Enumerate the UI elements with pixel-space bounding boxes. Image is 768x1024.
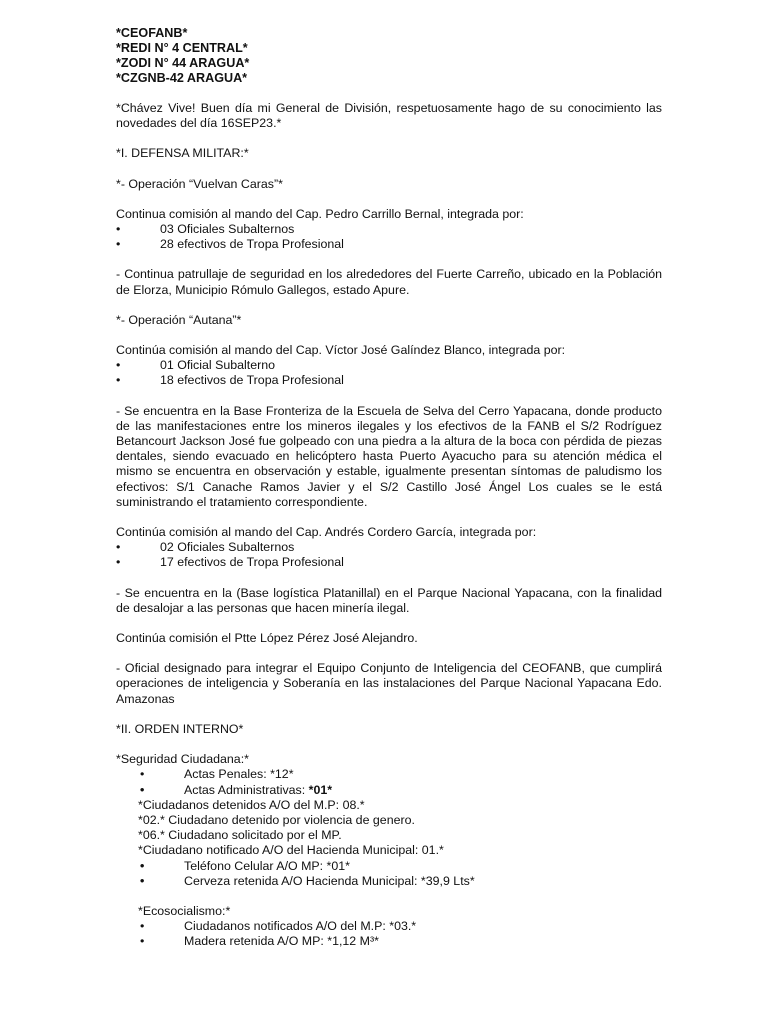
list-item: • 28 efectivos de Tropa Profesional: [116, 237, 344, 252]
stat-line: *Ciudadanos detenidos A/O del M.P: 08.*: [138, 797, 365, 812]
bullet-icon: •: [140, 934, 145, 949]
bullet-icon: •: [140, 767, 145, 782]
document-page: [116, 26, 662, 950]
list-item: • Madera retenida A/O MP: *1,12 M³*: [140, 934, 379, 949]
section-title: *I. DEFENSA MILITAR:*: [116, 146, 249, 161]
note-paragraph: - Oficial designado para integrar el Equipo Conjunto de Inteligencia del CEOFANB, que cumplirá operaciones de inteligencia y Soberanía en las instalaciones del Parque Nacional Yapacana Edo. Amazonas: [116, 661, 662, 706]
header-line: *ZODI N° 44 ARAGUA*: [116, 56, 250, 70]
bullet-icon: •: [140, 919, 145, 934]
stat-line: *Ciudadano notificado A/O del Hacienda Municipal: 01.*: [138, 843, 444, 858]
bullet-icon: •: [140, 873, 145, 888]
list-item: • 03 Oficiales Subalternos: [116, 222, 295, 237]
commission-lead: Continúa comisión al mando del Cap. Víctor José Galíndez Blanco, integrada por:: [116, 343, 566, 358]
list-item: • 02 Oficiales Subalternos: [116, 540, 295, 555]
commission-lead: Continua comisión al mando del Cap. Pedro Carrillo Bernal, integrada por:: [116, 206, 524, 221]
header-line: *REDI N° 4 CENTRAL*: [116, 41, 248, 55]
header-line: *CEOFANB*: [116, 26, 188, 40]
bullet-icon: •: [116, 373, 121, 388]
bullet-icon: •: [116, 358, 121, 373]
operation-title: *- Operación “Vuelvan Caras”*: [116, 176, 283, 191]
subsection-title: *Seguridad Ciudadana:*: [116, 752, 249, 767]
commission-lead: Continúa comisión al mando del Cap. Andrés Cordero García, integrada por:: [116, 525, 537, 540]
commission-lead: Continúa comisión el Ptte López Pérez José Alejandro.: [116, 631, 418, 646]
note-paragraph: - Se encuentra en la (Base logística Platanillal) en el Parque Nacional Yapacana, con la finalidad de desalojar a las personas que hacen minería ilegal.: [116, 585, 662, 615]
stat-line: *06.* Ciudadano solicitado por el MP.: [138, 828, 342, 843]
note-paragraph: - Se encuentra en la Base Fronteriza de la Escuela de Selva del Cerro Yapacana, donde producto de las manifestaciones entre los mineros ilegales y los efectivos de la FANB el S/2 Rodríguez Betancourt Jackson José fue golpeado con una piedra a la altura de la boca con pérdida de piezas dentales, siendo evacuado en helicóptero hasta Puerto Ayacucho para su atención médica el mismo se encuentra en observación y estable, igualmente presentan síntomas de paludismo los efectivos: S/1 Canache Ramos Javier y el S/2 Castillo José Ángel Los cuales se le está suministrando el tratamiento correspondiente.: [116, 403, 662, 509]
subsection-title: *Ecosocialismo:*: [138, 903, 231, 918]
bullet-icon: •: [116, 237, 121, 252]
list-item: • 17 efectivos de Tropa Profesional: [116, 555, 344, 570]
list-item: • Ciudadanos notificados A/O del M.P: *03.*: [140, 919, 417, 934]
section-title: *II. ORDEN INTERNO*: [116, 721, 244, 736]
bullet-icon: •: [140, 782, 145, 797]
bullet-icon: •: [116, 555, 121, 570]
security-block: [116, 767, 662, 949]
list-item: • Actas Penales: *12*: [140, 767, 294, 782]
list-item: • 18 efectivos de Tropa Profesional: [116, 373, 344, 388]
list-item: • 01 Oficial Subalterno: [116, 358, 276, 373]
intro-paragraph: *Chávez Vive! Buen día mi General de División, respetuosamente hago de su conocimiento las novedades del día 16SEP23.*: [116, 101, 662, 131]
note-paragraph: - Continua patrullaje de seguridad en los alrededores del Fuerte Carreño, ubicado en la Población de Elorza, Municipio Rómulo Gallegos, estado Apure.: [116, 267, 662, 297]
bullet-icon: •: [116, 540, 121, 555]
bullet-icon: •: [140, 858, 145, 873]
bullet-icon: •: [116, 222, 121, 237]
list-item: • Teléfono Celular A/O MP: *01*: [140, 858, 350, 873]
header-block: [116, 26, 662, 86]
list-item: • Actas Administrativas: *01*: [140, 782, 333, 797]
stat-line: *02.* Ciudadano detenido por violencia de genero.: [138, 812, 415, 827]
list-item: • Cerveza retenida A/O Hacienda Municipal: *39,9 Lts*: [140, 873, 475, 888]
header-line: *CZGNB-42 ARAGUA*: [116, 71, 248, 85]
operation-title: *- Operación “Autana”*: [116, 312, 242, 327]
